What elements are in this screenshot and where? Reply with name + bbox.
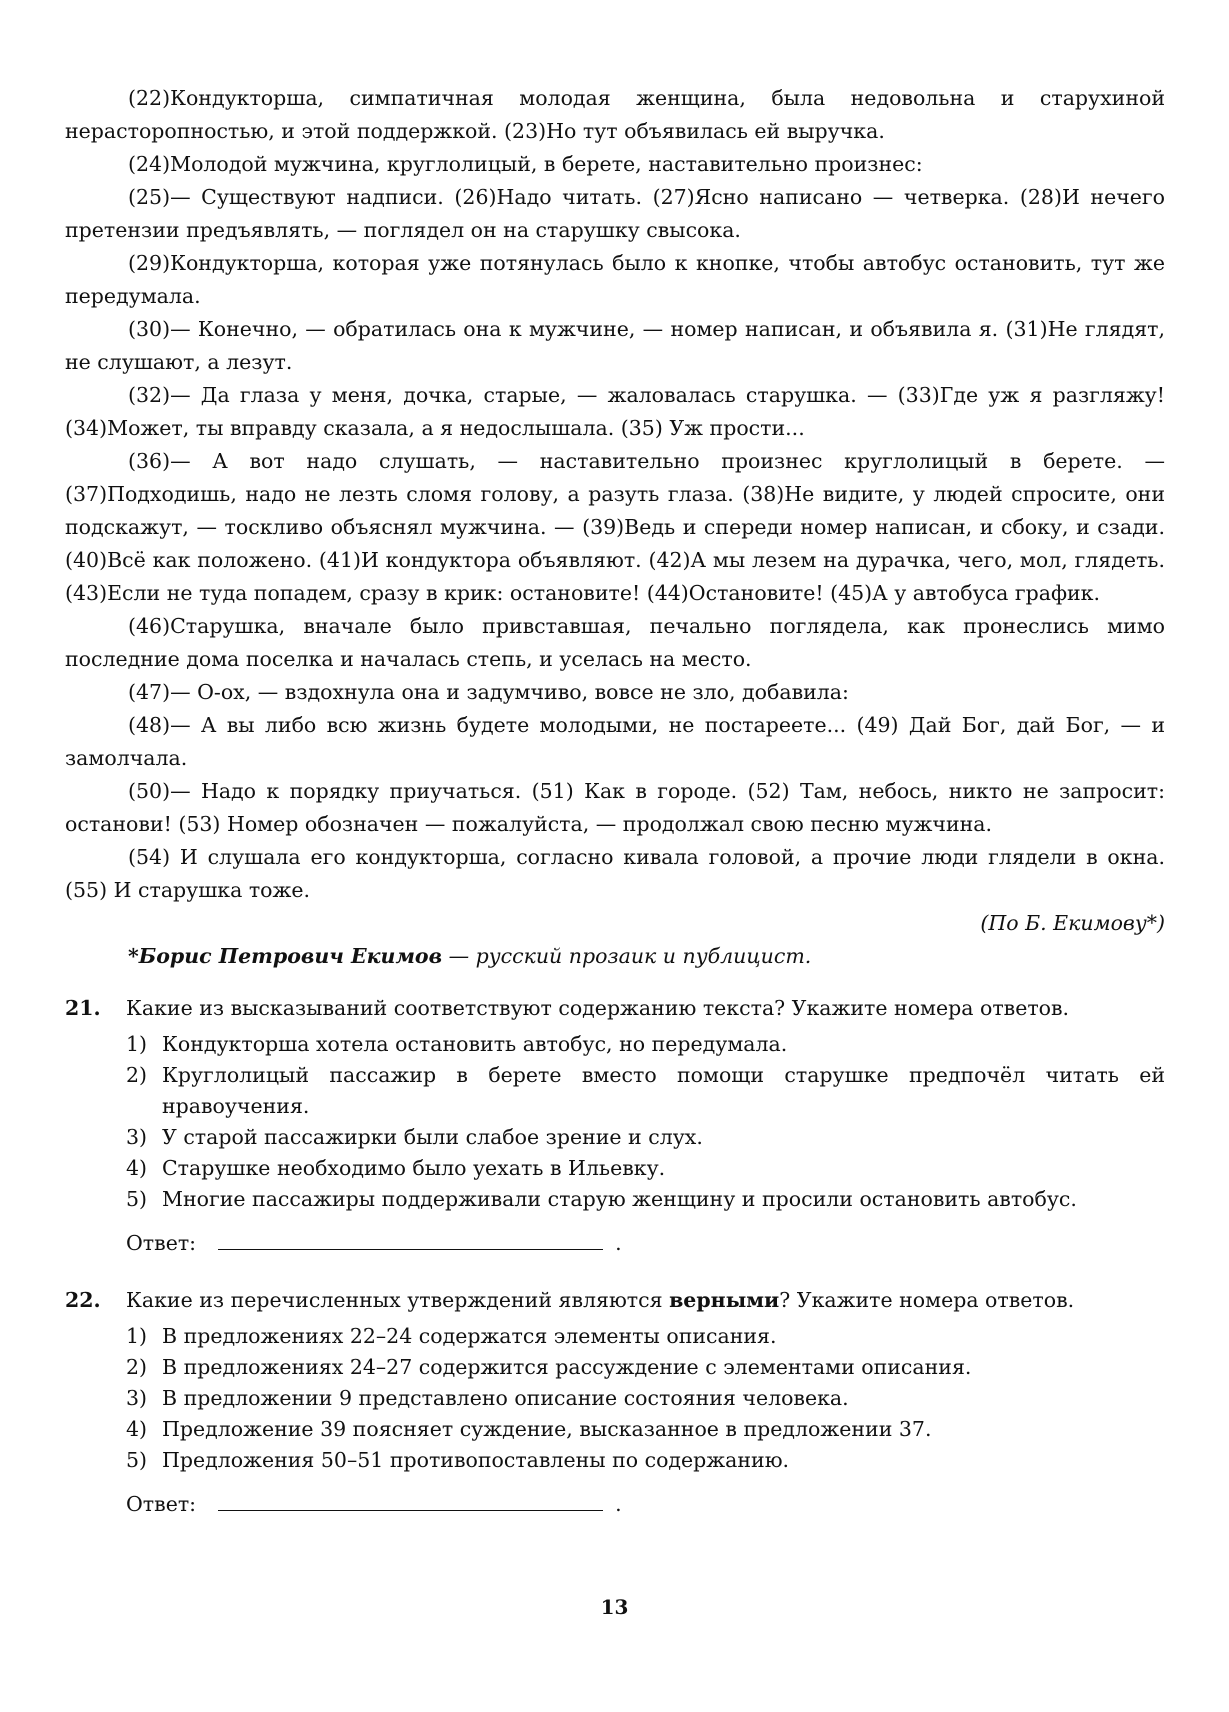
text-paragraph: (48)— А вы либо всю жизнь будете молодыми, не постареете... (49) Дай Бог, дай Бог, — и замолчала. bbox=[65, 713, 1165, 770]
task-number: 21. bbox=[65, 996, 101, 1020]
question-text: ? Укажите номера ответов. bbox=[779, 1288, 1075, 1312]
answer-options bbox=[126, 1029, 1165, 1215]
option-number: 3) bbox=[126, 1386, 148, 1410]
author-name: *Борис Петрович Екимов bbox=[128, 944, 443, 968]
text-paragraph: (22)Кондукторша, симпатичная молодая женщина, была недовольна и старухиной нерасторопностью, и этой поддержкой. (23)Но тут объявилась ей выручка. bbox=[65, 86, 1165, 143]
option-item bbox=[126, 1029, 1165, 1060]
task-22 bbox=[65, 1284, 1165, 1521]
answer-dot: . bbox=[615, 1231, 622, 1255]
option-text: Предложения 50–51 противопоставлены по содержанию. bbox=[162, 1448, 790, 1472]
answer-row bbox=[126, 1488, 1165, 1521]
option-item bbox=[126, 1414, 1165, 1445]
task-number: 22. bbox=[65, 1288, 101, 1312]
answer-dot: . bbox=[615, 1492, 622, 1516]
text-paragraph: (50)— Надо к порядку приучаться. (51) Как в городе. (52) Там, небось, никто не запросит: останови! (53) Номер обозначен — пожалуйста, — продолжал свою песню мужчина. bbox=[65, 779, 1165, 836]
text-paragraph: (30)— Конечно, — обратилась она к мужчине, — номер написан, и объявила я. (31)Не глядят, не слушают, а лезут. bbox=[65, 317, 1165, 374]
option-text: Предложение 39 поясняет суждение, высказанное в предложении 37. bbox=[162, 1417, 932, 1441]
option-number: 2) bbox=[126, 1355, 148, 1379]
option-number: 4) bbox=[126, 1417, 148, 1441]
option-text: В предложении 9 представлено описание состояния человека. bbox=[162, 1386, 849, 1410]
answer-options bbox=[126, 1321, 1165, 1476]
option-number: 5) bbox=[126, 1187, 148, 1211]
answer-label: Ответ: bbox=[126, 1231, 197, 1255]
option-item bbox=[126, 1184, 1165, 1215]
option-item bbox=[126, 1321, 1165, 1352]
option-text: В предложениях 24–27 содержится рассуждение с элементами описания. bbox=[162, 1355, 972, 1379]
question-emphasis: верными bbox=[669, 1288, 780, 1312]
text-paragraph: (29)Кондукторша, которая уже потянулась было к кнопке, чтобы автобус остановить, тут же передумала. bbox=[65, 251, 1165, 308]
option-number: 1) bbox=[126, 1032, 148, 1056]
source-attribution: (По Б. Екимову*) bbox=[980, 911, 1165, 935]
option-number: 4) bbox=[126, 1156, 148, 1180]
answer-label: Ответ: bbox=[126, 1492, 197, 1516]
option-item bbox=[126, 1352, 1165, 1383]
text-paragraph: (25)— Существуют надписи. (26)Надо читать. (27)Ясно написано — четверка. (28)И нечего претензии предъявлять, — поглядел он на старушку свысока. bbox=[65, 185, 1165, 242]
option-item bbox=[126, 1122, 1165, 1153]
option-item bbox=[126, 1383, 1165, 1414]
option-text: У старой пассажирки были слабое зрение и слух. bbox=[162, 1125, 703, 1149]
option-text: Старушке необходимо было уехать в Ильевку. bbox=[162, 1156, 666, 1180]
story-text bbox=[65, 82, 1165, 907]
option-text: Круглолицый пассажир в берете вместо помощи старушке предпочёл читать ей нравоучения. bbox=[162, 1063, 1165, 1118]
text-paragraph: (36)— А вот надо слушать, — наставительно произнес круглолицый в берете. — (37)Подходишь, надо не лезть сломя голову, а разуть глаза. (38)Не видите, у людей спросите, они подскажут, — тоскливо объяснял мужчина. — (39)Ведь и спереди номер написан, и сбоку, и сзади. (40)Всё как положено. (41)И кондуктора объявляют. (42)А мы лезем на дурачка, чего, мол, глядеть. (43)Если не туда попадем, сразу в крик: остановите! (44)Остановите! (45)А у автобуса график. bbox=[65, 449, 1165, 605]
text-paragraph: (32)— Да глаза у меня, дочка, старые, — жаловалась старушка. — (33)Где уж я разгляжу! (34)Может, ты вправду сказала, а я недослышала. (35) Уж прости... bbox=[65, 383, 1165, 440]
text-paragraph: (46)Старушка, вначале было привставшая, печально поглядела, как пронеслись мимо последние дома поселка и началась степь, и уселась на место. bbox=[65, 614, 1165, 671]
page-number: 13 bbox=[600, 1595, 629, 1619]
option-text: В предложениях 22–24 содержатся элементы описания. bbox=[162, 1324, 777, 1348]
author-description: — русский прозаик и публицист. bbox=[442, 944, 812, 968]
answer-row bbox=[126, 1227, 1165, 1260]
task-21 bbox=[65, 992, 1165, 1260]
page-content bbox=[65, 82, 1165, 1521]
option-number: 1) bbox=[126, 1324, 148, 1348]
option-number: 5) bbox=[126, 1448, 148, 1472]
option-number: 3) bbox=[126, 1125, 148, 1149]
answer-line[interactable] bbox=[218, 1229, 603, 1250]
task-question: Какие из высказываний соответствуют содержанию текста? Укажите номера ответов. bbox=[126, 996, 1070, 1020]
text-paragraph: (47)— О-ох, — вздохнула она и задумчиво, вовсе не зло, добавила: bbox=[128, 680, 849, 704]
option-item bbox=[126, 1445, 1165, 1476]
answer-line[interactable] bbox=[218, 1490, 603, 1511]
option-number: 2) bbox=[126, 1063, 148, 1087]
question-text: Какие из перечисленных утверждений являются bbox=[126, 1288, 670, 1312]
option-item bbox=[126, 1060, 1165, 1122]
option-text: Кондукторша хотела остановить автобус, но передумала. bbox=[162, 1032, 788, 1056]
option-item bbox=[126, 1153, 1165, 1184]
text-paragraph: (54) И слушала его кондукторша, согласно кивала головой, а прочие люди глядели в окна. (55) И старушка тоже. bbox=[65, 845, 1165, 902]
task-question bbox=[126, 1284, 1074, 1317]
author-footnote bbox=[128, 940, 1165, 973]
text-paragraph: (24)Молодой мужчина, круглолицый, в берете, наставительно произнес: bbox=[128, 152, 923, 176]
option-text: Многие пассажиры поддерживали старую женщину и просили остановить автобус. bbox=[162, 1187, 1077, 1211]
